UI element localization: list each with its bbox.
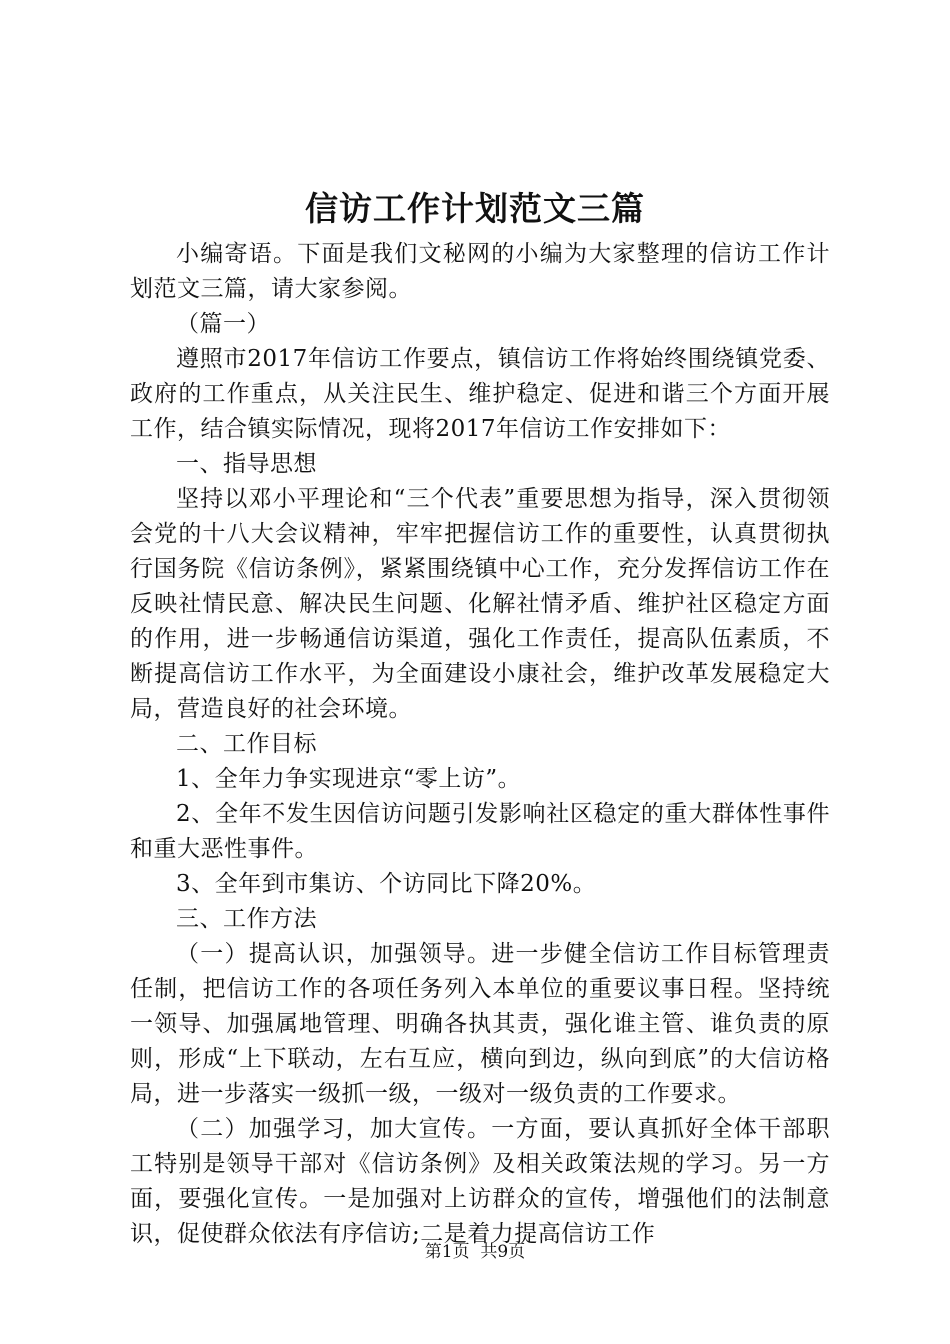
heading-guiding-thought: 一、指导思想: [176, 451, 317, 477]
page-footer: 第1页 共9页: [424, 1242, 526, 1262]
heading-work-methods: 三、工作方法: [176, 906, 317, 932]
method-item-1: （一）提高认识，加强领导。进一步健全信访工作目标管理责任制，把信访工作的各项任务列入本单位的重要议事日程。坚持统一领导、加强属地管理、明确各执其责，强化谁主管、谁负责的原则，形成“上下联动，左右互应，横向到边，纵向到底”的大信访格局，进一步落实一级抓一级，一级对一级负责的工作要求。: [130, 941, 830, 1107]
guiding-thought-paragraph: 坚持以邓小平理论和“三个代表”重要思想为指导，深入贯彻领会党的十八大会议精神，牢牢把握信访工作的重要性，认真贯彻执行国务院《信访条例》，紧紧围绕镇中心工作，充分发挥信访工作在反映社情民意、解决民生问题、化解社情矛盾、维护社区稳定方面的作用，进一步畅通信访渠道，强化工作责任，提高队伍素质，不断提高信访工作水平，为全面建设小康社会，维护改革发展稳定大局，营造良好的社会环境。: [130, 486, 830, 722]
section-label-part-one: （篇一）: [176, 311, 270, 337]
document-title: 信访工作计划范文三篇: [305, 189, 645, 228]
goal-item-3: 3、全年到市集访、个访同比下降20%。: [176, 871, 597, 897]
opening-paragraph: 遵照市2017年信访工作要点，镇信访工作将始终围绕镇党委、政府的工作重点，从关注民生、维护稳定、促进和谐三个方面开展工作，结合镇实际情况，现将2017年信访工作安排如下：: [130, 346, 830, 442]
goal-item-1: 1、全年力争实现进京“零上访”。: [176, 766, 522, 792]
goal-item-2: 2、全年不发生因信访问题引发影响社区稳定的重大群体性事件和重大恶性事件。: [130, 801, 830, 862]
method-item-2: （二）加强学习，加大宣传。一方面，要认真抓好全体干部职工特别是领导干部对《信访条例》及相关政策法规的学习。另一方面，要强化宣传。一是加强对上访群众的宣传，增强他们的法制意识，促使群众依法有序信访;二是着力提高信访工作: [130, 1116, 830, 1247]
intro-paragraph: 小编寄语。下面是我们文秘网的小编为大家整理的信访工作计划范文三篇，请大家参阅。: [130, 241, 830, 302]
document-body: [130, 237, 830, 1252]
heading-work-goals: 二、工作目标: [176, 731, 317, 757]
